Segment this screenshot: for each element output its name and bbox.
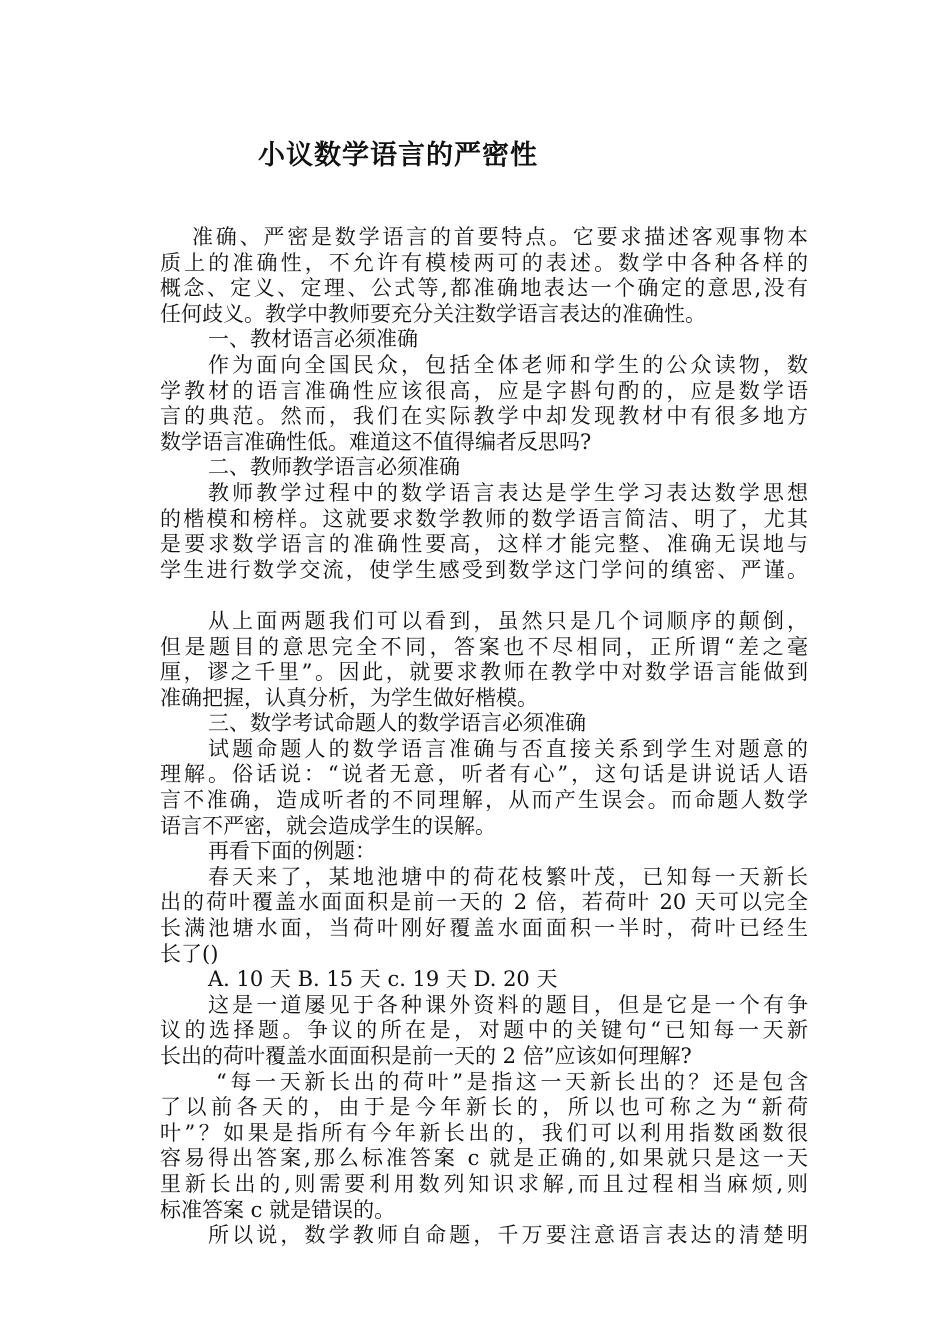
paragraph-line: 了以前各天的，由于是今年新长的，所以也可称之为“新荷 xyxy=(160,1095,808,1120)
example-question-line: 出的荷叶覆盖水面面积是前一天的 2 倍，若荷叶 20 天可以完全 xyxy=(160,890,808,915)
paragraph-line: 所以说，数学教师自命题，千万要注意语言表达的清楚明 xyxy=(208,1223,808,1248)
paragraph-line: 言不准确，造成听者的不同理解，从而产生误会。而命题人数学 xyxy=(160,788,808,813)
paragraph-line: 里新长出的,则需要利用数列知识求解,而且过程相当麻烦,则 xyxy=(160,1171,808,1196)
paragraph-line: 从上面两题我们可以看到，虽然只是几个词顺序的颠倒， xyxy=(208,608,808,633)
paragraph-line: 长出的荷叶覆盖水面面积是前一天的 2 倍”应该如何理解? xyxy=(160,1044,692,1068)
paragraph-line: 容易得出答案,那么标准答案 c 就是正确的,如果就只是这一天 xyxy=(160,1146,808,1171)
paragraph-line: 概念、定义、定理、公式等,都准确地表达一个确定的意思,没有 xyxy=(160,276,808,301)
paragraph-line: 标准答案 c 就是错误的。 xyxy=(160,1197,396,1222)
paragraph-line: “每一天新长出的荷叶”是指这一天新长出的？还是包含 xyxy=(216,1069,808,1094)
paragraph-line: 理解。俗话说：“说者无意，听者有心”，这句话是讲说话人语 xyxy=(160,762,808,787)
paragraph-line: 是要求数学语言的准确性要高，这样才能完整、准确无误地与 xyxy=(160,532,808,557)
paragraph-line: 言的典范。然而，我们在实际教学中却发现教材中有很多地方 xyxy=(160,404,808,429)
paragraph-line: 质上的准确性，不允许有模棱两可的表述。数学中各种各样的 xyxy=(160,250,808,275)
example-question-line: 长满池塘水面，当荷叶刚好覆盖水面面积一半时，荷叶已经生 xyxy=(160,916,808,941)
example-question-line: 春天来了，某地池塘中的荷花枝繁叶茂，已知每一天新长 xyxy=(208,864,808,889)
page-title: 小议数学语言的严密性 xyxy=(258,140,538,171)
example-question-line: 长了() xyxy=(160,941,219,966)
blank-line xyxy=(160,583,808,609)
paragraph-line: 准确把握，认真分析，为学生做好楷模。 xyxy=(160,685,538,710)
paragraph-line: 试题命题人的数学语言准确与否直接关系到学生对题意的 xyxy=(208,736,808,761)
paragraph-line: 学教材的语言准确性应该很高，应是字斟句酌的，应是数学语 xyxy=(160,378,808,403)
paragraph-line: 学生进行数学交流，使学生感受到数学这门学问的缜密、严谨。 xyxy=(160,557,808,582)
paragraph-line: 议的选择题。争议的所在是，对题中的关键句“已知每一天新 xyxy=(160,1018,808,1043)
section-heading-3: 三、数学考试命题人的数学语言必须准确 xyxy=(208,711,586,736)
paragraph-line: 任何歧义。教学中教师要充分关注数学语言表达的准确性。 xyxy=(160,301,706,326)
paragraph-line: 厘，谬之千里”。因此，就要求教师在教学中对数学语言能做到 xyxy=(160,660,808,685)
paragraph-line: 的楷模和榜样。这就要求数学教师的数学语言简洁、明了，尤其 xyxy=(160,506,808,531)
paragraph-line: 数学语言准确性低。难道这不值得编者反思吗? xyxy=(160,429,592,454)
paragraph-line: 这是一道屡见于各种课外资料的题目，但是它是一个有争 xyxy=(208,992,808,1017)
paragraph-line: 作为面向全国民众，包括全体老师和学生的公众读物，数 xyxy=(208,352,808,377)
paragraph-line: 语言不严密，就会造成学生的误解。 xyxy=(160,813,496,838)
paragraph-line: 准确、严密是数学语言的首要特点。它要求描述客观事物本 xyxy=(192,225,808,249)
paragraph-line: 叶”？如果是指所有今年新长出的，我们可以利用指数函数很 xyxy=(160,1120,808,1145)
section-heading-1: 一、教材语言必须准确 xyxy=(208,327,418,352)
paragraph-line: 教师教学过程中的数学语言表达是学生学习表达数学思想 xyxy=(208,480,808,505)
section-heading-2: 二、教师教学语言必须准确 xyxy=(208,455,460,480)
paragraph-line: 但是题目的意思完全不同，答案也不尽相同，正所谓“差之毫 xyxy=(160,634,808,659)
paragraph-line: 再看下面的例题： xyxy=(208,839,376,864)
article-body xyxy=(160,225,808,1249)
answer-options: A. 10 天 B. 15 天 c. 19 天 D. 20 天 xyxy=(208,967,558,992)
